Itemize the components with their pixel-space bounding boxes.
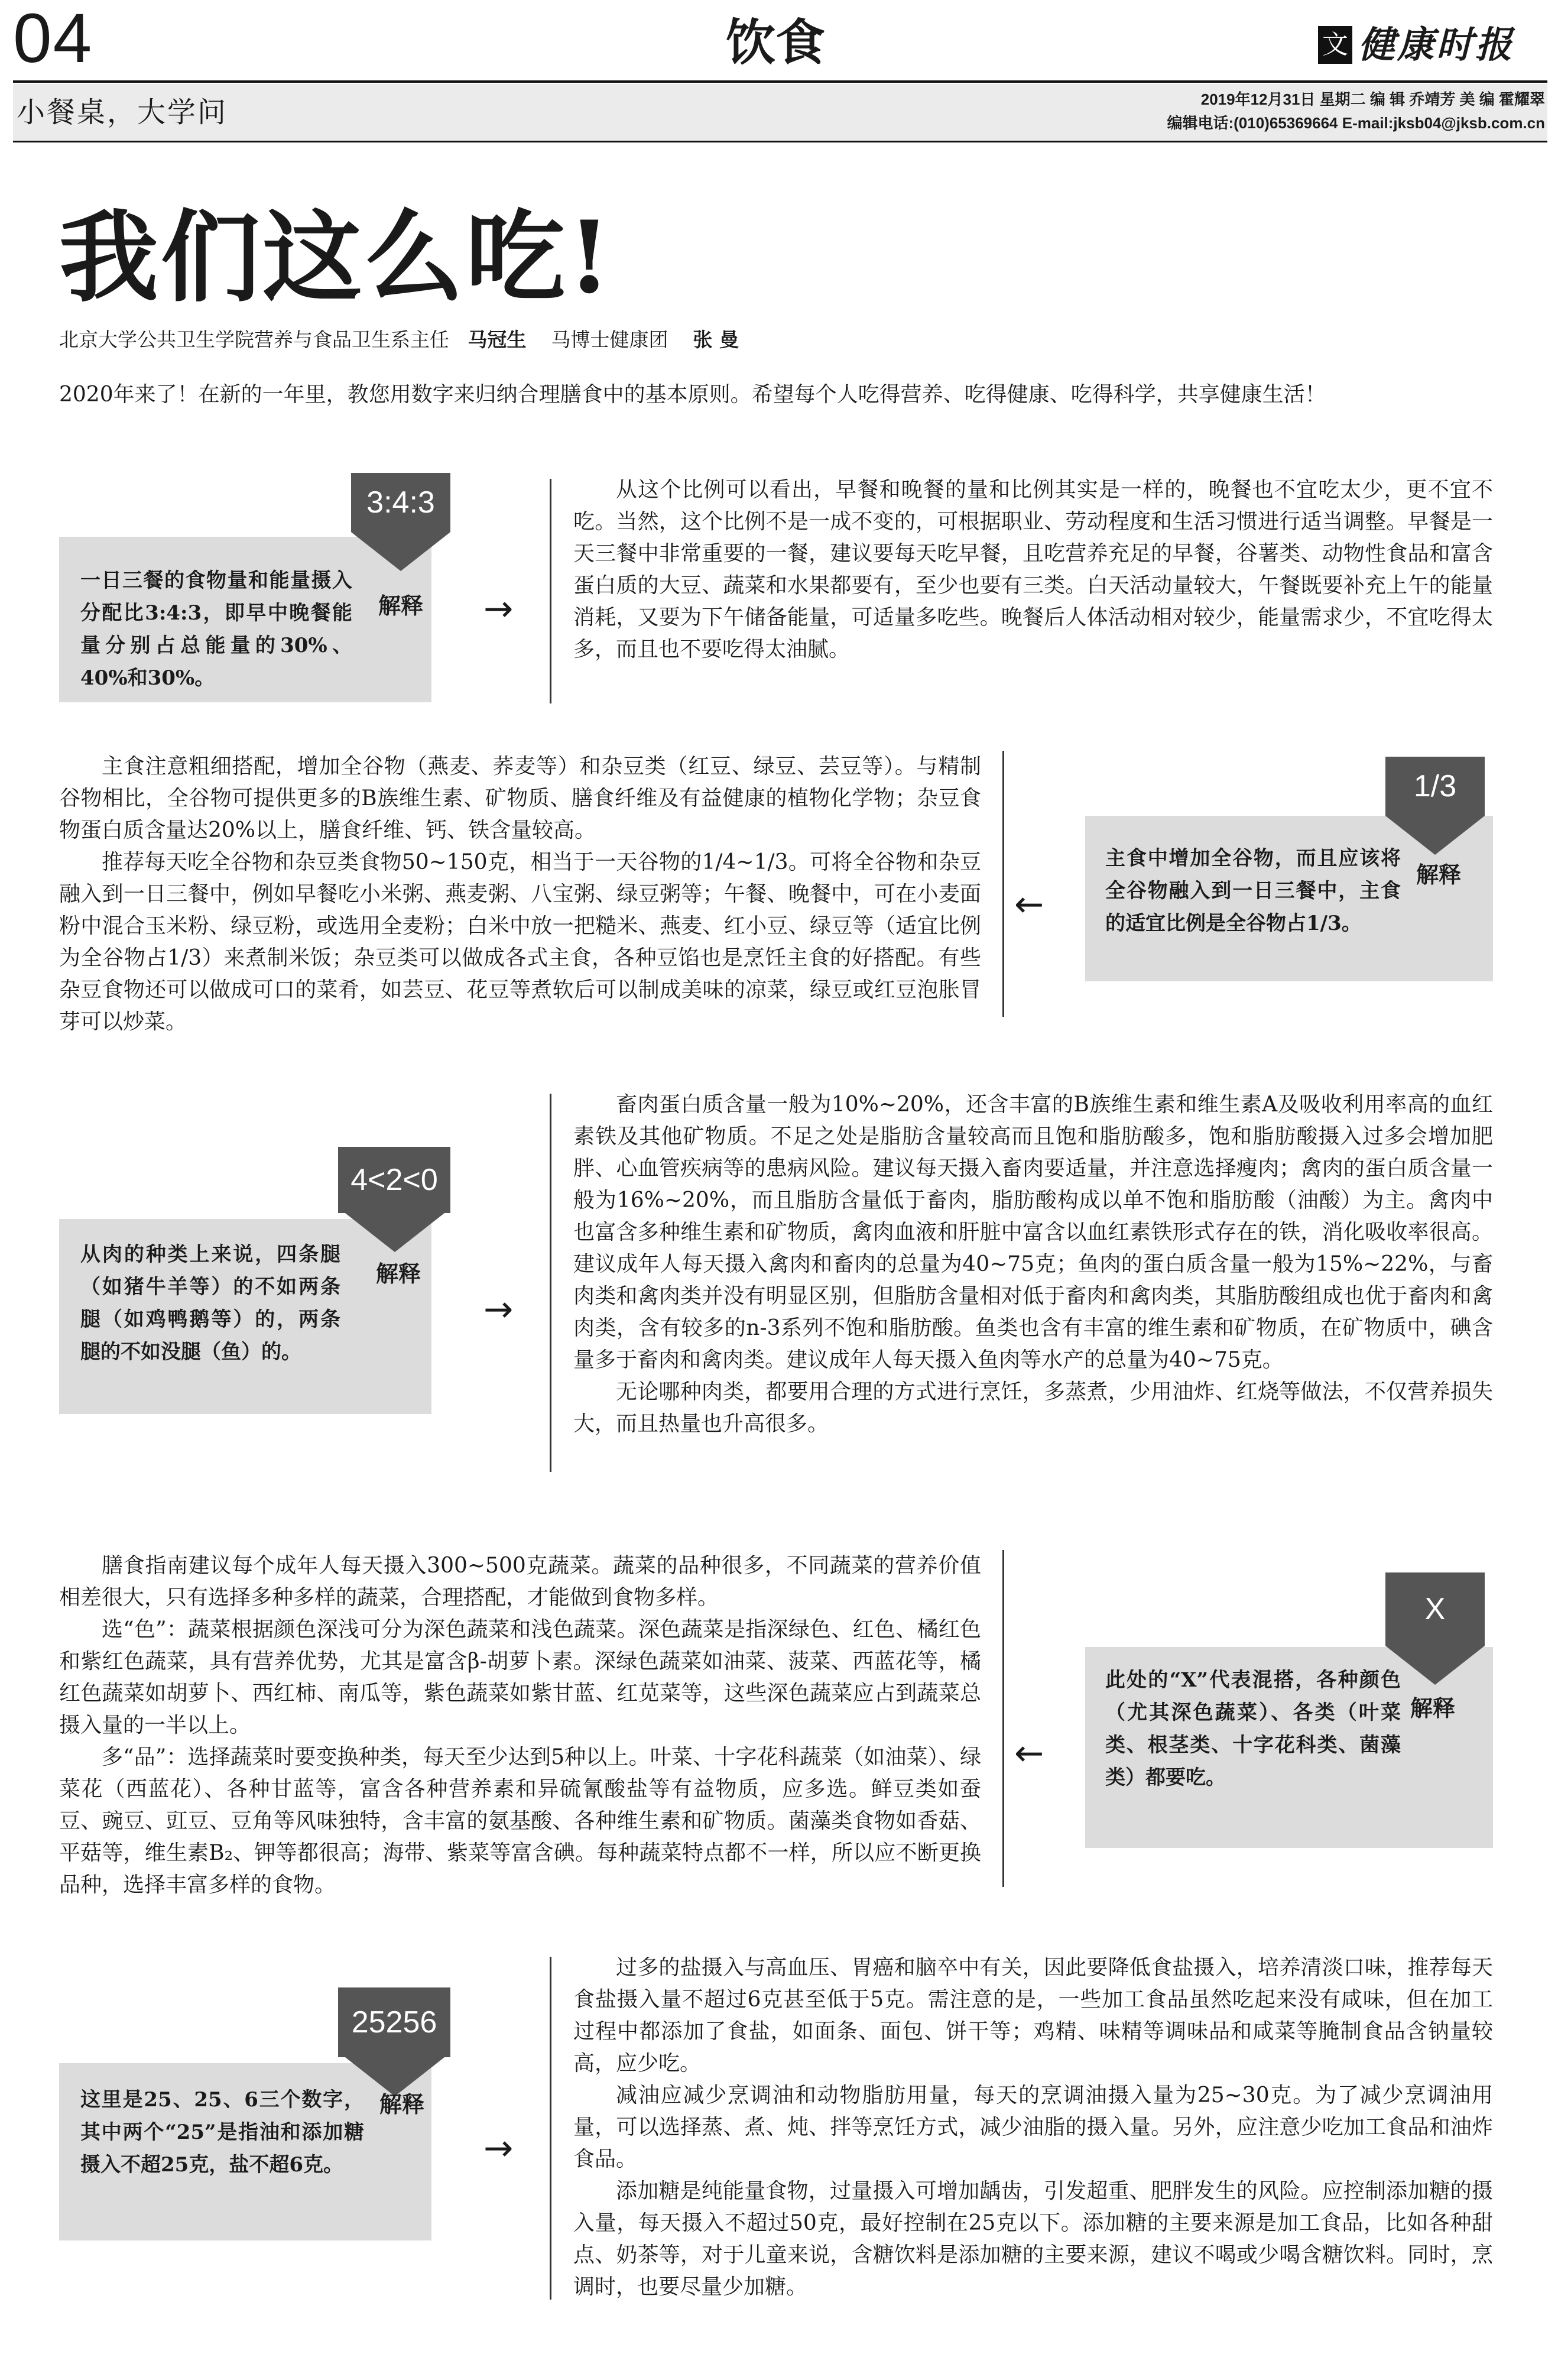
- paragraph: 选“色”：蔬菜根据颜色深浅可分为深色蔬菜和浅色蔬菜。深色蔬菜是指深绿色、红色、橘红色和紫红色蔬菜，具有营养优势，尤其是富含β-胡萝卜素。深绿色蔬菜如油菜、菠菜、西蓝花等，橘红色蔬菜如胡萝卜、西红柿、南瓜等，紫色蔬菜如紫甘蓝、红苋菜等，这些深色蔬菜应占到蔬菜总摄入量的一半以上。: [59, 1617, 981, 1737]
- tag-pointer: [345, 1213, 444, 1252]
- masthead: [1318, 21, 1514, 69]
- number-tag: 4<2<0: [338, 1147, 450, 1213]
- arrow-right-icon: →: [483, 1289, 514, 1330]
- arrow-left-icon: ←: [1014, 884, 1044, 925]
- explain-label: 解释: [1410, 1695, 1456, 1721]
- paragraph: 从这个比例可以看出，早餐和晚餐的量和比例其实是一样的，晚餐也不宜吃太少，更不宜不吃。当然，这个比例不是一成不变的，可根据职业、劳动程度和生活习惯进行适当调整。早餐是一天三餐中非常重要的一餐，建议要每天吃早餐，且吃营养充足的早餐，谷薯类、动物性食品和富含蛋白质的大豆、蔬菜和水果都要有，至少也要有三类。白天活动量较大，午餐既要补充上午的能量消耗，又要为下午储备能量，可适量多吃些。晚餐后人体活动相对较少，能量需求少，不宜吃得太多，而且也不要吃得太油腻。: [573, 478, 1493, 662]
- paragraph: 主食注意粗细搭配，增加全谷物（燕麦、荞麦等）和杂豆类（红豆、绿豆、芸豆等）。与精制谷物相比，全谷物可提供更多的B族维生素、矿物质、膳食纤维及有益健康的植物化学物；杂豆食物蛋白质含量达20%以上，膳食纤维、钙、铁含量较高。: [59, 754, 981, 842]
- byline: [59, 324, 739, 356]
- newspaper-logo-icon: 文: [1318, 26, 1352, 64]
- callout-text: 这里是25、25、6三个数字，其中两个“25”是指油和添加糖摄入不超25克，盐不超6克。: [80, 2088, 364, 2177]
- date-editors: 2019年12月31日 星期二 编 辑 乔靖芳 美 编 霍耀翠: [1200, 90, 1545, 108]
- explain-label: 解释: [1416, 862, 1462, 888]
- paragraph: 减油应减少烹调油和动物脂肪用量，每天的烹调油摄入量为25~30克。为了减少烹调油用量，可以选择蒸、煮、炖、拌等烹饪方式，减少油脂的摄入量。另外，应注意少吃加工食品和油炸食品。: [573, 2083, 1493, 2171]
- callout-text: 此处的“X”代表混搭，各种颜色（尤其深色蔬菜）、各类（叶菜类、根茎类、十字花科类、菌藻类）都要吃。: [1105, 1668, 1401, 1789]
- newspaper-name: 健康时报: [1358, 23, 1515, 66]
- explain-label: 解释: [379, 2092, 425, 2118]
- column-rule: [13, 141, 1547, 142]
- section-body: [573, 1952, 1493, 2303]
- divider: [1002, 751, 1004, 1017]
- byline-author: 张 曼: [693, 328, 739, 351]
- number-tag: 3:4:3: [351, 473, 450, 532]
- byline-author: 马冠生: [468, 328, 527, 351]
- divider: [550, 1094, 551, 1472]
- section-title: 饮食: [726, 14, 826, 72]
- callout-text: 主食中增加全谷物，而且应该将全谷物融入到一日三餐中，主食的适宜比例是全谷物占1/3。: [1105, 847, 1401, 935]
- page-number: 04: [13, 0, 93, 77]
- divider: [550, 1957, 551, 2300]
- contact-info: 编辑电话:(010)65369664 E-mail:jksb04@jksb.com.cn: [1167, 114, 1545, 132]
- explain-label: 解释: [376, 1261, 421, 1287]
- paragraph: 无论哪种肉类，都要用合理的方式进行烹饪，多蒸煮，少用油炸、红烧等做法，不仅营养损失大，而且热量也升高很多。: [573, 1380, 1493, 1436]
- column-name: 小餐桌，大学问: [17, 96, 228, 129]
- header-rule: [13, 80, 1547, 83]
- tag-pointer: [351, 532, 450, 571]
- section-body: [59, 751, 981, 1038]
- byline-team: 马博士健康团: [551, 328, 668, 351]
- paragraph: 畜肉蛋白质含量一般为10%~20%，还含丰富的B族维生素和维生素A及吸收利用率高的血红素铁及其他矿物质。不足之处是脂肪含量较高而且饱和脂肪酸多，饱和脂肪酸摄入过多会增加肥胖、心血管疾病等的患病风险。建议每天摄入畜肉要适量，并注意选择瘦肉；禽肉的蛋白质含量一般为16%~20%，而且脂肪含量低于畜肉，脂肪酸构成以单不饱和脂肪酸（油酸）为主。禽肉中也富含多种维生素和矿物质，禽肉血液和肝脏中富含以血红素铁形式存在的铁，消化吸收率很高。建议成年人每天摄入禽肉和畜肉的总量为40~75克；鱼肉的蛋白质含量一般为15%~22%，与畜肉类和禽肉类并没有明显区别，但脂肪含量相对低于畜肉和禽肉类，其脂肪酸组成也优于畜肉和禽肉类，含有较多的n-3系列不饱和脂肪酸。鱼类也含有丰富的维生素和矿物质，在矿物质中，碘含量多于畜肉和禽肉类。建议成年人每天摄入鱼肉等水产的总量为40~75克。: [573, 1092, 1493, 1372]
- explain-label: 解释: [378, 593, 424, 619]
- number-tag: 25256: [338, 1987, 450, 2057]
- section-body: [573, 1089, 1493, 1440]
- paragraph: 多“品”：选择蔬菜时要变换种类，每天至少达到5种以上。叶菜、十字花科蔬菜（如油菜）、绿菜花（西蓝花）、各种甘蓝等，富含各种营养素和异硫氰酸盐等有益物质，应多选。鲜豆类如蚕豆、豌豆、豇豆、豆角等风味独特，含丰富的氨基酸、各种维生素和矿物质。菌藻类食物如香菇、平菇等，维生素B₂、钾等都很高；海带、紫菜等富含碘。每种蔬菜特点都不一样，所以应不断更换品种，选择丰富多样的食物。: [59, 1745, 981, 1897]
- arrow-right-icon: →: [483, 588, 514, 630]
- byline-org: 北京大学公共卫生学院营养与食品卫生系主任: [59, 328, 449, 351]
- paragraph: 推荐每天吃全谷物和杂豆类食物50~150克，相当于一天谷物的1/4~1/3。可将全谷物和杂豆融入到一日三餐中，例如早餐吃小米粥、燕麦粥、八宝粥、绿豆粥等；午餐、晚餐中，可在小麦面粉中混合玉米粉、绿豆粉，或选用全麦粉；白米中放一把糙米、燕麦、红小豆、绿豆等（适宜比例为全谷物占1/3）来煮制米饭；杂豆类可以做成各式主食，各种豆馅也是烹饪主食的好搭配。有些杂豆食物还可以做成可口的菜肴，如芸豆、花豆等煮软后可以制成美味的凉菜，绿豆或红豆泡胀冒芽可以炒菜。: [59, 850, 981, 1034]
- section-body: [59, 1550, 981, 1901]
- intro: 2020年来了！在新的一年里，教您用数字来归纳合理膳食中的基本原则。希望每个人吃得营养、吃得健康、吃得科学，共享健康生活！: [59, 382, 1326, 407]
- number-tag: X: [1385, 1572, 1485, 1646]
- paragraph: 添加糖是纯能量食物，过量摄入可增加龋齿，引发超重、肥胖发生的风险。应控制添加糖的摄入量，每天摄入不超过50克，最好控制在25克以下。添加糖的主要来源是加工食品，比如各种甜点、奶茶等，对于儿童来说，含糖饮料是添加糖的主要来源，建议不喝或少喝含糖饮料。同时，烹调时，也要尽量少加糖。: [573, 2179, 1493, 2299]
- paragraph: 膳食指南建议每个成年人每天摄入300~500克蔬菜。蔬菜的品种很多，不同蔬菜的营养价值相差很大，只有选择多种多样的蔬菜，合理搭配，才能做到食物多样。: [59, 1554, 981, 1610]
- number-tag: 1/3: [1385, 757, 1485, 816]
- callout-text: 从肉的种类上来说，四条腿（如猪牛羊等）的不如两条腿（如鸡鸭鹅等）的，两条腿的不如没腿（鱼）的。: [80, 1243, 340, 1364]
- headline: 我们这么吃!: [59, 199, 614, 316]
- section-body: [573, 474, 1493, 666]
- arrow-left-icon: ←: [1014, 1733, 1044, 1774]
- divider: [1002, 1550, 1004, 1887]
- paragraph: 过多的盐摄入与高血压、胃癌和脑卒中有关，因此要降低食盐摄入，培养清淡口味，推荐每天食盐摄入量不超过6克甚至低于5克。需注意的是，一些加工食品虽然吃起来没有咸味，但在加工过程中都添加了食盐，如面条、面包、饼干等；鸡精、味精等调味品和咸菜等腌制食品含钠量较高，应少吃。: [573, 1956, 1493, 2076]
- arrow-right-icon: →: [483, 2128, 514, 2169]
- divider: [550, 479, 551, 703]
- callout-text: 一日三餐的食物量和能量摄入分配比3:4:3，即早中晚餐能量分别占总能量的30%、40%和30%。: [80, 569, 352, 690]
